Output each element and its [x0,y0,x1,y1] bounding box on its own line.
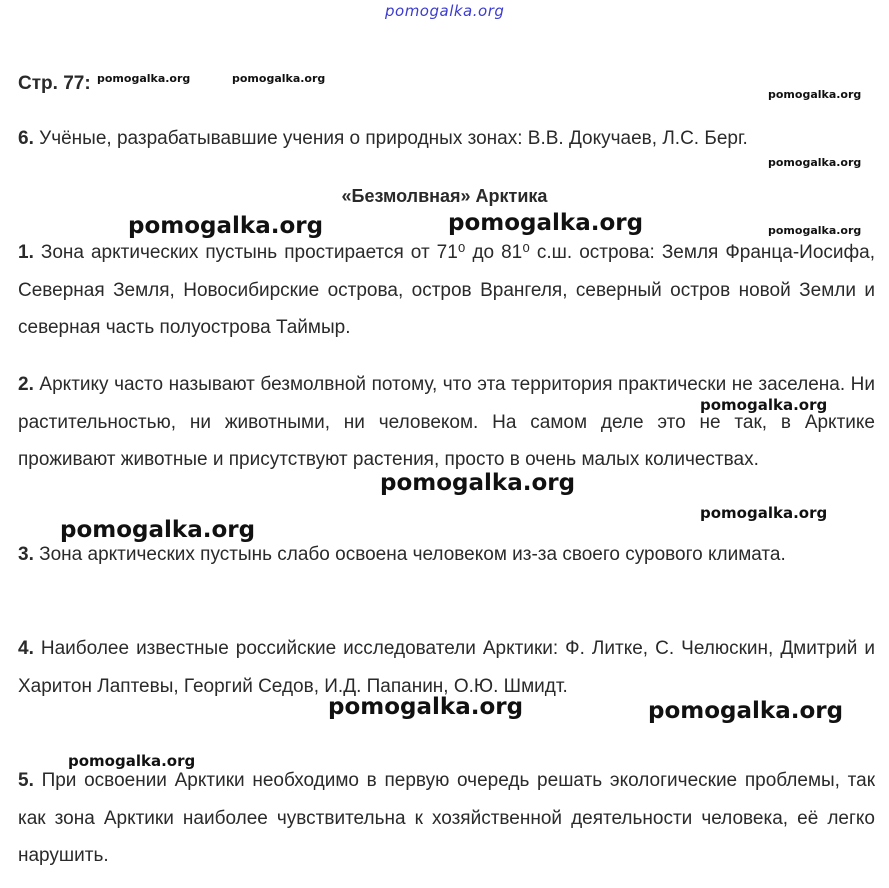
watermark: pomogalka.org [68,752,196,770]
watermark: pomogalka.org [768,224,862,237]
item-number: 5. [18,770,34,791]
item-2 [18,366,875,479]
item-number: 6. [18,128,34,149]
watermark: pomogalka.org [700,504,828,522]
section-title: «Безмолвная» Арктика [341,186,548,206]
watermark: pomogalka.org [648,698,844,724]
watermark: pomogalka.org [448,210,644,236]
watermark: pomogalka.org [700,396,828,414]
watermark: pomogalka.org [768,156,862,169]
site-watermark-top[interactable]: pomogalka.org [385,2,505,20]
item-text: Арктику часто называют безмолвной потому, что эта территория практически не заселена. Ни растительностью, ни животными, ни человеком. На самом деле это не так, в Арктике проживают животные и присутствуют растения, просто в очень малых количествах. [18,374,875,470]
item-text: Учёные, разрабатывавшие учения о природных зонах: В.В. Докучаев, Л.С. Берг. [39,128,748,149]
watermark: pomogalka.org [768,88,862,101]
watermark: pomogalka.org [232,72,326,85]
watermark: pomogalka.org [328,694,524,720]
item-5 [18,762,875,875]
item-6 [18,128,748,150]
watermark: pomogalka.org [128,213,324,239]
watermark: pomogalka.org [380,470,576,496]
watermark: pomogalka.org [60,517,256,543]
item-text: При освоении Арктики необходимо в первую очередь решать экологические проблемы, так как зона Арктики наиболее чувствительна к хозяйственной деятельности человека, её легко нарушить. [18,770,876,866]
item-1 [18,234,875,347]
item-number: 2. [18,374,34,395]
item-number: 1. [18,242,34,263]
watermark: pomogalka.org [97,72,191,85]
item-text: Зона арктических пустынь простирается от 71⁰ до 81⁰ с.ш. острова: Земля Франца-Иосифа, Северная Земля, Новосибирские острова, остров Врангеля, северный остров новой Земли и северная часть полуострова Таймыр. [18,242,875,338]
item-number: 3. [18,544,34,565]
page-label: Стр. 77: [18,73,91,94]
item-text: Наиболее известные российские исследователи Арктики: Ф. Литке, С. Челюскин, Дмитрий и Харитон Лаптевы, Георгий Седов, И.Д. Папанин, О.Ю. Шмидт. [18,638,875,697]
item-number: 4. [18,638,34,659]
item-text: Зона арктических пустынь слабо освоена человеком из-за своего сурового климата. [39,544,786,565]
